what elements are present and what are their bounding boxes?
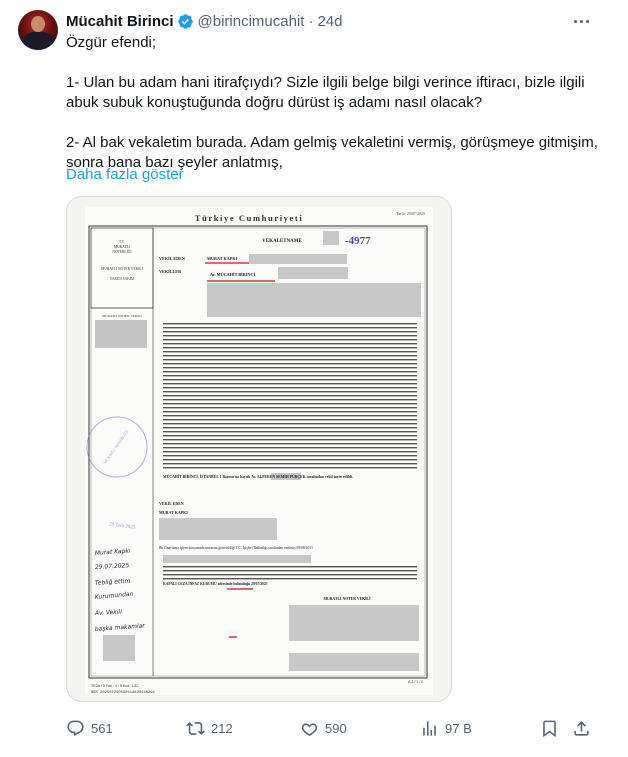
stamp-bot: NOTERLİĞİ (112, 250, 132, 254)
tweet-actions (66, 714, 606, 742)
author-name[interactable]: Mücahit Birinci (66, 12, 174, 30)
muratli-vekili: MURATLI NOTER VEKİLİ (323, 597, 371, 601)
like-button[interactable] (300, 714, 347, 742)
retweet-count: 212 (211, 720, 233, 736)
tweet-line: 1- Ulan bu adam hani itirafçıydı? Sizle ilgili belge bilgi verince iftiracı, bizle ilgili (66, 74, 585, 91)
avatar[interactable] (18, 10, 58, 50)
more-options-icon[interactable] (568, 8, 594, 34)
avatar-face (31, 16, 45, 32)
svg-text:Kurumundan: Kurumundan (94, 590, 134, 601)
svg-text:başka makamlar: başka makamlar (94, 622, 146, 633)
tweet-text (66, 33, 606, 173)
heart-icon (300, 719, 319, 738)
svg-text:Murat Kapkı: Murat Kapkı (94, 547, 131, 557)
body-tail (163, 474, 353, 479)
views-chart-icon (420, 719, 439, 738)
doc-date-top: Tarih: 29/07/2025 (396, 211, 425, 216)
reply-icon (66, 719, 85, 738)
left-name: YAREN SAKIM (109, 277, 135, 281)
left-notary-2: MURATLI NOTER VEKİLİ (102, 314, 142, 318)
like-count: 590 (325, 720, 347, 736)
left-notary: MURATLI NOTER VEKİLİ (101, 267, 143, 271)
views-button[interactable] (420, 714, 472, 742)
svg-text:Av. Vekili: Av. Vekili (94, 608, 122, 617)
bookmark-icon (540, 719, 559, 738)
separator-dot: · (308, 12, 314, 30)
doc-page-no: A-2 / 1 - 2 (408, 680, 423, 684)
reply-count: 561 (91, 720, 113, 736)
share-icon (572, 719, 591, 738)
stamp-round-text: MURATLI NOTERLİĞİ (102, 429, 130, 466)
vekil-eden-2-name: MURAT KAPKI (159, 510, 188, 515)
tweet-line: Özgür efendi; (66, 34, 157, 51)
retweet-button[interactable] (186, 714, 233, 742)
doc-number: -4977 (345, 235, 371, 247)
vekiller: Av. MÜCAHİT BİRİNCİ (210, 272, 256, 277)
vekil-eden: MURAT KAPKI (207, 256, 238, 261)
tweet-line: sonra bana bazı şeyler anlatmış, (66, 154, 283, 171)
avatar-suit (22, 32, 54, 50)
doc-header: Türkiye Cumhuriyeti (194, 213, 304, 223)
svg-text:29.07.2025: 29.07.2025 (94, 562, 130, 571)
tweet-line: 2- Al bak vekaletim burada. Adam gelmiş vekaletini vermiş, görüşmeye gitmişim, (66, 134, 598, 151)
doc-title: VEKALETNAME (262, 239, 302, 244)
vekil-eden-label: VEKİL EDEN (159, 256, 185, 261)
retweet-icon (186, 719, 205, 738)
body-tail-text: MÜCAHİT BİRİNCİ, İSTANBUL 1 Barosu'na kayıtlı Av. ALPEREN SEMİH PÜRÇEK tarafından vekil tayin edildi. (163, 475, 353, 479)
doc-footer-2: NBS 202507290590514820446294 (91, 691, 155, 695)
tweet-timestamp[interactable]: 24d (317, 12, 343, 30)
bookmark-button[interactable] (540, 714, 559, 742)
stamp-mid: MURATLI (114, 245, 130, 249)
stamp-date: 29 Tem 2025 (108, 522, 136, 531)
reply-button[interactable] (66, 714, 113, 742)
tweet-line: abuk subuk konuştuğunda doğru dürüst iş adamı nasıl olacak? (66, 94, 483, 111)
tweet-header (66, 11, 342, 31)
views-count: 97 B (445, 720, 472, 736)
vekiller-label: VEKİLLER (159, 269, 182, 274)
svg-text:Tebliğ ettim: Tebliğ ettim (94, 577, 131, 587)
cert-line-2: KAPALI CEZA İNFAZ KURUMU adresinde bulunduğu 29/07/2025 (163, 582, 268, 586)
cert-line-1: Bu Onaylama işlem dosyasında imzasını gösterildiği T.C. İçişleri Bakanlığı tarafından verilmiş 09/08/2031 (159, 546, 313, 550)
document-scan (67, 197, 452, 702)
author-handle[interactable]: @birincimucahit (197, 12, 305, 30)
show-more-link[interactable]: Daha fazla göster (66, 166, 184, 183)
attached-document-image[interactable] (66, 196, 452, 702)
stamp-top: T.C. (118, 240, 126, 244)
share-button[interactable] (572, 714, 591, 742)
vekil-eden-2: VEKİL EDEN (159, 501, 184, 506)
doc-footer-1: TE2A / 0 Yan : 4 / 0 Kod: 1.32 (91, 684, 139, 688)
verified-badge-icon[interactable] (177, 13, 194, 30)
